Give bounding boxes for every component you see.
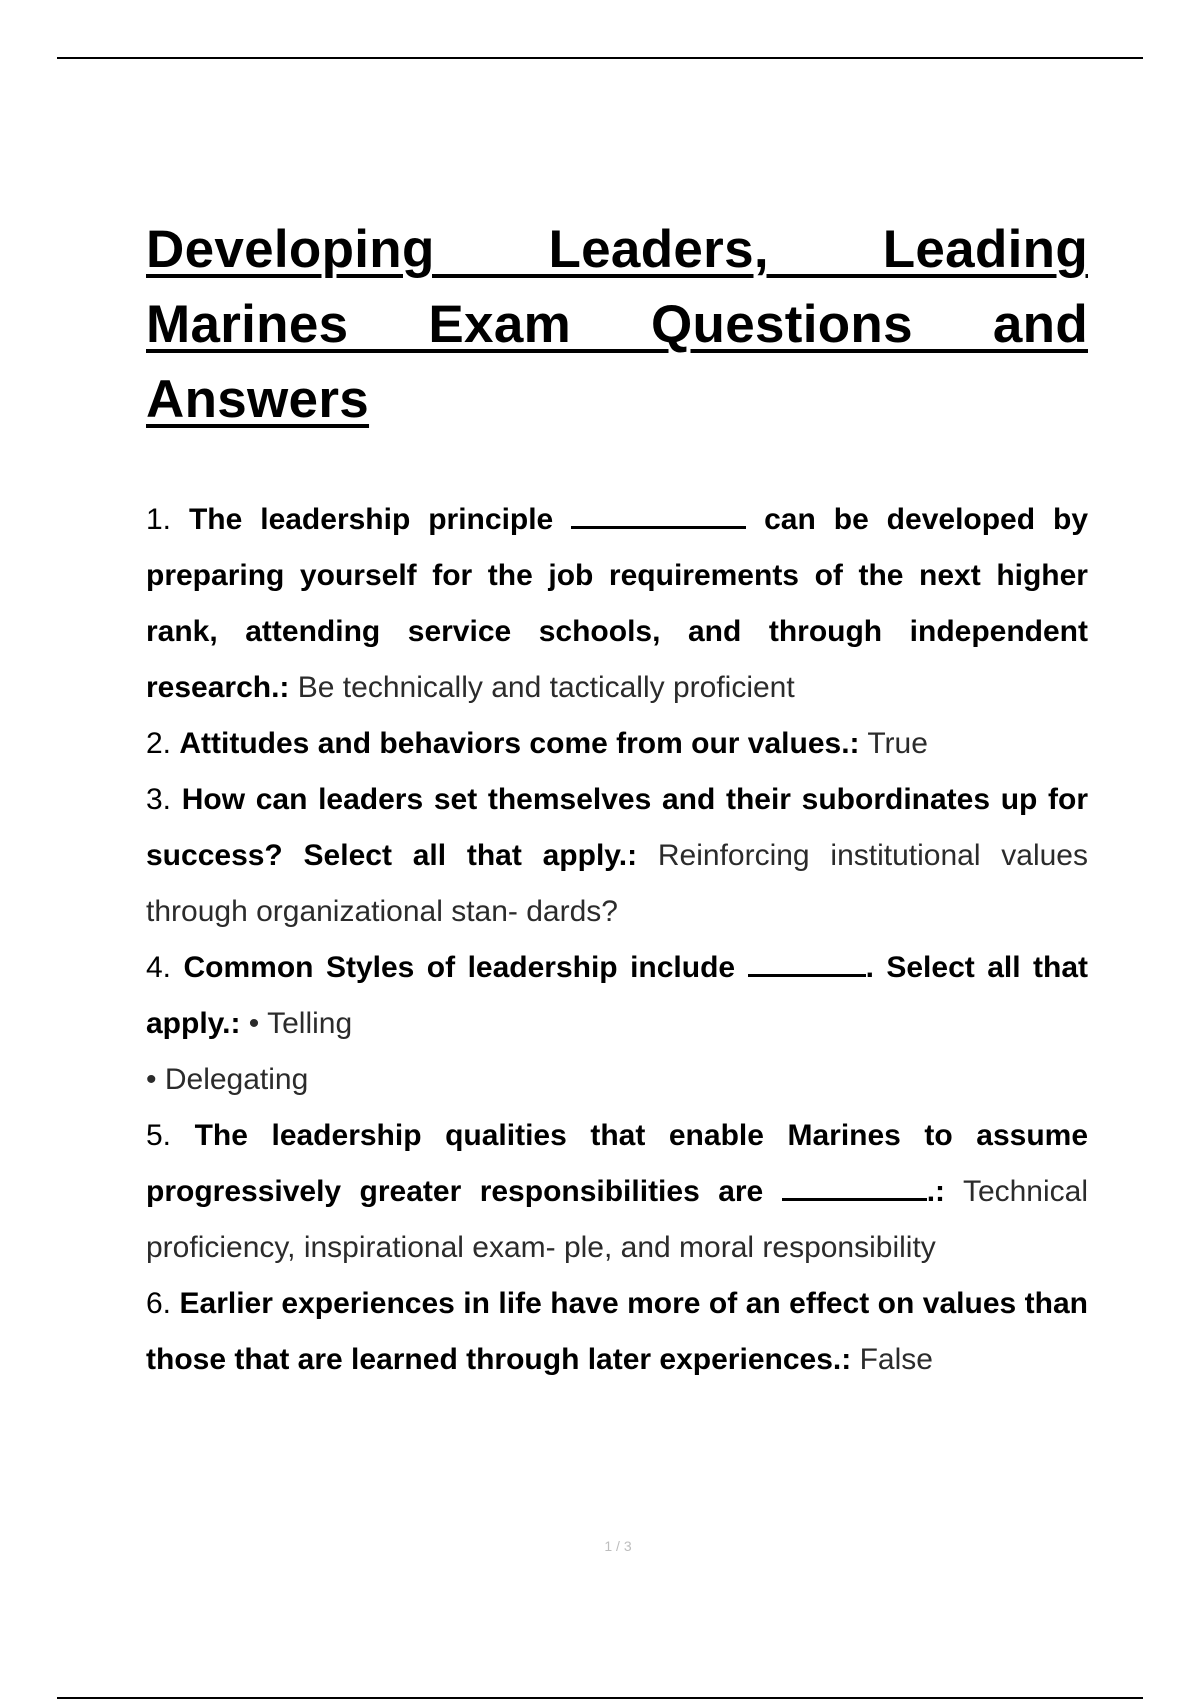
page-indicator: 1 / 3 <box>604 1538 632 1554</box>
question-number: 1. <box>146 503 172 536</box>
answer-blank <box>571 496 746 529</box>
qa-list <box>146 492 1088 1388</box>
question-text: The leadership qualities that enable Marines to assume progressively greater responsibilities are <box>146 1119 1088 1208</box>
answer-text: • Telling <box>248 1007 353 1040</box>
header-rule <box>57 57 1143 59</box>
answer-text: Be technically and tactically proficient <box>297 671 795 704</box>
question-text: Common Styles of leadership include <box>183 951 736 984</box>
qa-item-4 <box>146 940 1088 1108</box>
question-number: 6. <box>146 1287 172 1320</box>
footer-rule <box>57 1697 1143 1699</box>
question-text-cont: .: <box>926 1175 946 1208</box>
qa-item-5 <box>146 1108 1088 1276</box>
answer-text: True <box>867 727 928 760</box>
qa-item-2 <box>146 716 1088 772</box>
question-text: Earlier experiences in life have more of an effect on values than those that are learned through later experiences.: <box>146 1287 1088 1376</box>
qa-item-3 <box>146 772 1088 940</box>
answer-text-2: • Delegating <box>146 1063 309 1096</box>
question-text-cont: can be developed by preparing yourself for the job requirements of the next higher rank, attending service schools, and through independent research.: <box>146 503 1088 704</box>
answer-text: Technical proficiency, inspirational exam- ple, and moral responsibility <box>146 1175 1089 1264</box>
question-number: 5. <box>146 1119 172 1152</box>
question-text-cont: . Select all that apply.: <box>146 951 1089 1040</box>
qa-item-1 <box>146 492 1088 716</box>
qa-item-6 <box>146 1276 1088 1388</box>
question-text: Attitudes and behaviors come from our values.: <box>179 727 860 760</box>
answer-blank <box>748 944 866 977</box>
question-text: The leadership principle <box>188 503 554 536</box>
answer-text: Reinforcing institutional values through organizational stan- dards? <box>146 839 1088 928</box>
question-number: 2. <box>146 727 172 760</box>
answer-text: False <box>859 1343 933 1376</box>
question-number: 4. <box>146 951 172 984</box>
question-number: 3. <box>146 783 172 816</box>
document-title: Developing Leaders, Leading Marines Exam Questions and Answers <box>146 220 1088 429</box>
answer-blank <box>782 1168 927 1201</box>
document-body <box>146 212 1088 1388</box>
question-text: How can leaders set themselves and their subordinates up for success? Select all that apply.: <box>146 783 1089 872</box>
